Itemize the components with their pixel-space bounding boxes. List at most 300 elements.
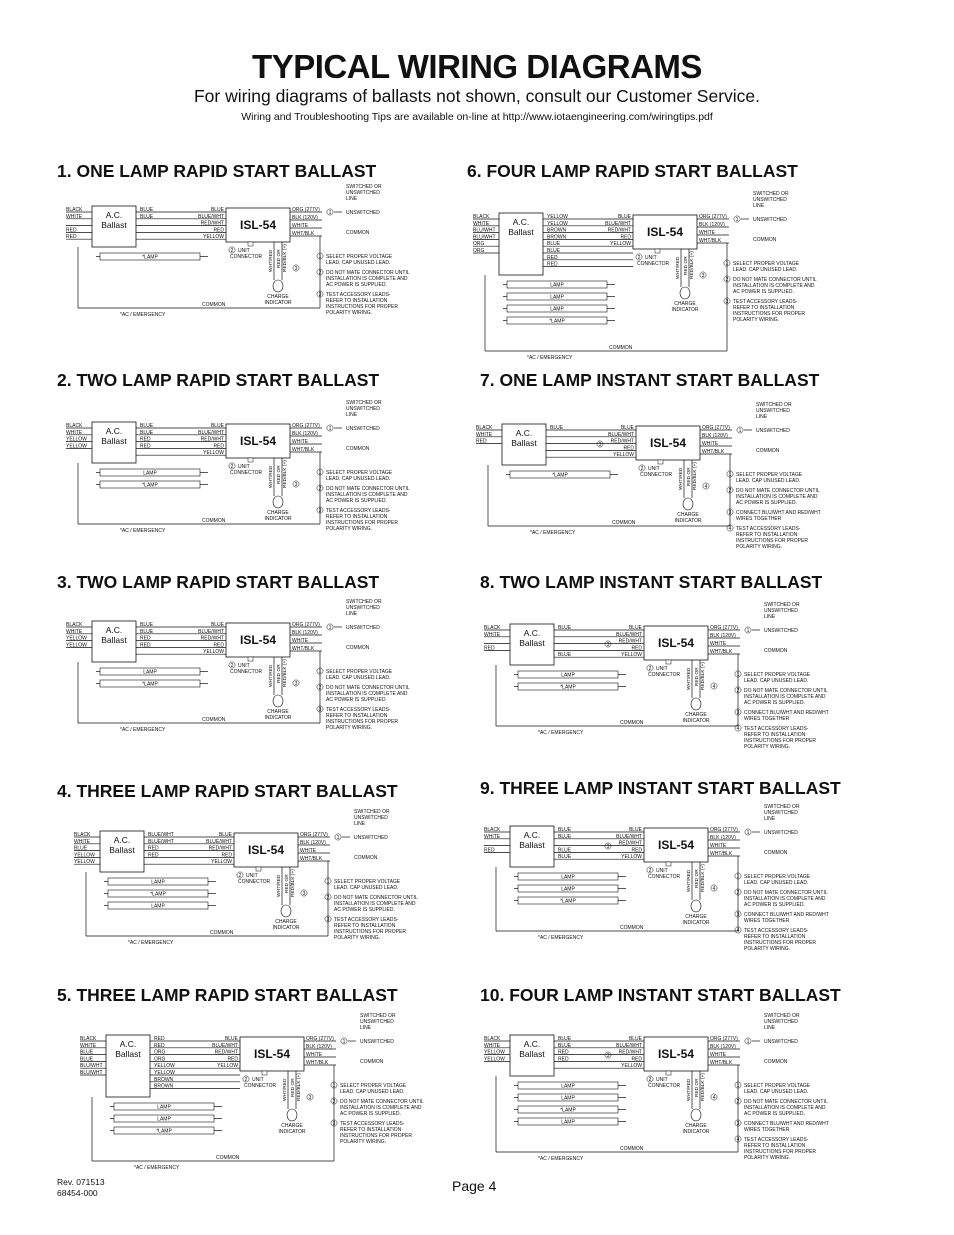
charge-indicator-label: CHARGE xyxy=(677,512,699,518)
ac-ballast-label: A.C. xyxy=(523,830,541,840)
ac-ballast-label: Ballast xyxy=(115,1049,141,1059)
output-wire-label: BLK (120V) xyxy=(710,1044,736,1050)
note-number: 1 xyxy=(736,672,740,678)
note-number: 2 xyxy=(648,1077,652,1083)
unswitched-label: UNSWITCHED xyxy=(346,426,380,432)
output-wire-label: WHITE xyxy=(710,1052,727,1058)
ballast-wire-label: BROWN xyxy=(154,1083,174,1090)
lamp-label: LAMP xyxy=(550,294,564,301)
left-wire-label: WHITE xyxy=(484,631,501,638)
ac-emergency-label: *AC / EMERGENCY xyxy=(538,730,584,736)
common-label: COMMON xyxy=(346,230,370,236)
common-label: COMMON xyxy=(354,855,378,861)
switched-line-label: UNSWITCHED xyxy=(764,1019,798,1025)
output-wire-label: WHT/BLK xyxy=(292,231,315,237)
lamp-label: *LAMP xyxy=(560,898,576,905)
isl-wire-label: RED/WHT xyxy=(610,438,634,445)
diagram-group xyxy=(476,402,821,550)
note-text: DO NOT MATE CONNECTOR UNTIL xyxy=(326,486,410,492)
unit-connector-label: CONNECTOR xyxy=(238,879,271,885)
red-lead-label: RED OR xyxy=(695,869,700,888)
left-wire-label: WHITE xyxy=(476,431,493,438)
wiring-diagram-10 xyxy=(484,1013,894,1167)
red-lead-label: RED OR xyxy=(277,465,282,484)
isl-wire-label: RED xyxy=(227,1056,238,1063)
note-text: SELECT PROPER VOLTAGE xyxy=(733,261,800,267)
unit-connector-plug xyxy=(666,660,671,664)
charge-indicator-lamp xyxy=(691,698,701,710)
wiring-tips-note: Wiring and Troubleshooting Tips are available on-line at http://www.iotaengineering.com/wiringtips.pdf xyxy=(241,111,713,123)
wiring-diagram-svg xyxy=(66,599,476,753)
whtred-lead-label: WHT/RED xyxy=(687,667,692,690)
ballast-wire-label: RED xyxy=(154,1042,165,1049)
switched-line-label: LINE xyxy=(354,821,366,827)
note-text: DO NOT MATE CONNECTOR UNTIL xyxy=(744,890,828,896)
isl54-label: ISL-54 xyxy=(239,218,277,232)
ballast-wire-label: RED xyxy=(154,1036,165,1042)
output-wire-label: WHITE xyxy=(699,230,716,236)
ballast-wire-label: RED xyxy=(140,443,151,450)
redblk-lead-label: RED/BLK (+) xyxy=(297,1073,302,1101)
ballast-wire-label: RED xyxy=(558,1049,569,1056)
left-wire-label: BLACK xyxy=(66,622,83,628)
unit-connector-label: CONNECTOR xyxy=(244,1083,277,1089)
ballast-wire-label: RED xyxy=(558,1056,569,1063)
note-text: INSTRUCTIONS FOR PROPER xyxy=(736,538,808,544)
switched-line-label: SWITCHED OR xyxy=(346,184,382,190)
note-number: 1 xyxy=(735,217,739,223)
note-text: REFER TO INSTALLATION xyxy=(340,1127,402,1133)
unswitched-label: UNSWITCHED xyxy=(346,210,380,216)
note-text: CONNECT BLU/WHT AND RED/WHT xyxy=(744,710,829,716)
left-wire-label: YELLOW xyxy=(66,642,87,649)
output-wire-label: WHITE xyxy=(710,641,727,647)
isl54-label: ISL-54 xyxy=(657,838,695,852)
common-bottom-label: COMMON xyxy=(202,302,226,308)
switched-line-label: LINE xyxy=(756,414,768,420)
lamp-label: LAMP xyxy=(157,1116,171,1123)
isl-wire-label: RED/WHT xyxy=(200,220,224,227)
note-text: POLARITY WIRING. xyxy=(736,544,783,550)
left-wire-label: BLU/WHT xyxy=(473,234,496,241)
note-text: LEAD. CAP UNUSED LEAD. xyxy=(744,1089,809,1095)
switched-line-label: SWITCHED OR xyxy=(764,602,800,608)
ac-ballast-label: A.C. xyxy=(113,835,131,845)
wiring-diagram-5 xyxy=(80,1013,490,1171)
whtred-lead-label: WHT/RED xyxy=(679,467,684,490)
note-number: 1 xyxy=(736,874,740,880)
note-text: LEAD. CAP UNUSED LEAD. xyxy=(326,476,391,482)
switched-line-label: SWITCHED OR xyxy=(360,1013,396,1019)
note-text: SELECT PROPER VOLTAGE xyxy=(326,470,393,476)
ballast-wire-label: YELLOW xyxy=(547,220,568,227)
note-number: 2 xyxy=(637,255,641,261)
ballast-wire-label: BLUE xyxy=(140,213,154,220)
isl54-label: ISL-54 xyxy=(649,436,687,450)
wiring-diagram-svg xyxy=(484,602,894,756)
left-wire-label: BLU/WHT xyxy=(473,227,496,234)
switched-line-label: UNSWITCHED xyxy=(354,815,388,821)
isl-wire-label: BLUE xyxy=(210,207,224,213)
note-number: 2 xyxy=(736,688,740,694)
section-title-3: 3. TWO LAMP RAPID START BALLAST xyxy=(57,572,380,592)
revision-text: Rev. 071513 xyxy=(57,1177,105,1187)
ballast-wire-label: BLUE xyxy=(140,628,154,635)
diagram-group xyxy=(484,602,829,750)
ballast-wire-label: BLUE xyxy=(558,847,572,854)
note-text: TEST ACCESSORY LEADS- xyxy=(736,526,801,532)
switched-line-label: UNSWITCHED xyxy=(764,608,798,614)
note-number: 4 xyxy=(712,886,716,892)
left-wire-label: YELLOW xyxy=(484,1049,505,1056)
note-number: 1 xyxy=(318,254,322,260)
unit-connector-label: CONNECTOR xyxy=(648,874,681,880)
note-number: 2 xyxy=(648,868,652,874)
note-text: REFER TO INSTALLATION xyxy=(744,732,806,738)
wiring-diagram-svg xyxy=(473,191,883,361)
ac-emergency-label: *AC / EMERGENCY xyxy=(527,355,573,361)
left-wire-label: BLACK xyxy=(74,832,91,838)
output-wire-label: ORG (277V) xyxy=(300,832,328,838)
diagram-group xyxy=(66,400,410,534)
left-wire-label: WHITE xyxy=(484,1042,501,1049)
isl54-label: ISL-54 xyxy=(657,1047,695,1061)
note-text: POLARITY WIRING. xyxy=(326,725,373,731)
note-text: SELECT PROPER VOLTAGE xyxy=(744,672,811,678)
note-number: 1 xyxy=(746,1039,750,1045)
output-wire-label: WHITE xyxy=(292,638,309,644)
redblk-lead-label: RED/BLK (+) xyxy=(283,659,288,687)
charge-indicator-lamp xyxy=(691,1109,701,1121)
wiring-diagram-7 xyxy=(476,402,886,556)
redblk-lead-label: RED/BLK (+) xyxy=(693,462,698,490)
lamp-label: LAMP xyxy=(550,282,564,289)
charge-indicator-lamp xyxy=(281,905,291,917)
output-wire-label: WHT/BLK xyxy=(710,649,733,655)
red-lead-label: RED OR xyxy=(684,256,689,275)
redblk-lead-label: RED/BLK (+) xyxy=(283,460,288,488)
common-bottom-label: COMMON xyxy=(612,520,636,526)
left-wire-label: ORG xyxy=(473,241,485,248)
ballast-wire-label: BLUE xyxy=(558,1042,572,1049)
red-lead-label: RED OR xyxy=(695,667,700,686)
diagram-group xyxy=(66,599,410,733)
ballast-wire-label: BLUE xyxy=(558,827,572,833)
note-text: REFER TO INSTALLATION xyxy=(733,305,795,311)
note-number: 1 xyxy=(725,261,729,267)
ballast-wire-label: BROWN xyxy=(547,227,567,234)
ac-ballast-label: Ballast xyxy=(519,638,545,648)
note-number: 3 xyxy=(318,508,322,514)
note-text: INSTALLATION IS COMPLETE AND xyxy=(736,494,818,500)
isl-wire-label: BLUE/WHT xyxy=(616,631,642,638)
switched-line-label: SWITCHED OR xyxy=(764,1013,800,1019)
page-title: TYPICAL WIRING DIAGRAMS xyxy=(252,48,702,85)
lamp-label: LAMP xyxy=(561,1095,575,1102)
note-text: POLARITY WIRING. xyxy=(744,946,791,952)
output-wire-label: BLK (120V) xyxy=(699,222,725,228)
isl-wire-label: BLUE xyxy=(628,827,642,833)
isl54-label: ISL-54 xyxy=(657,636,695,650)
ac-ballast-label: Ballast xyxy=(519,840,545,850)
left-wire-label: YELLOW xyxy=(66,443,87,450)
note-text: INSTRUCTIONS FOR PROPER xyxy=(334,929,406,935)
ballast-wire-label: RED xyxy=(547,254,558,261)
note-text: AC POWER IS SUPPLIED. xyxy=(744,700,805,706)
note-number: 4 xyxy=(704,484,708,490)
unswitched-label: UNSWITCHED xyxy=(756,428,790,434)
note-text: TEST ACCESSORY LEADS- xyxy=(733,299,798,305)
note-text: LEAD. CAP UNUSED LEAD. xyxy=(744,678,809,684)
unswitched-label: UNSWITCHED xyxy=(753,217,787,223)
note-text: INSTRUCTIONS FOR PROPER xyxy=(744,1149,816,1155)
note-number: 1 xyxy=(326,879,330,885)
note-text: LEAD. CAP UNUSED LEAD. xyxy=(326,675,391,681)
section-title-2: 2. TWO LAMP RAPID START BALLAST xyxy=(57,370,380,390)
output-wire-label: BLK (120V) xyxy=(710,633,736,639)
lamp-label: LAMP xyxy=(143,470,157,477)
note-text: SELECT PROPER VOLTAGE xyxy=(326,254,393,260)
note-text: AC POWER IS SUPPLIED. xyxy=(340,1111,401,1117)
charge-indicator-label: CHARGE xyxy=(267,294,289,300)
isl54-label: ISL-54 xyxy=(646,225,684,239)
ac-ballast-label: A.C. xyxy=(105,210,123,220)
lamp-label: LAMP xyxy=(561,886,575,893)
unit-connector-label: UNIT xyxy=(648,466,660,472)
isl-wire-label: RED xyxy=(631,847,642,854)
output-wire-label: WHITE xyxy=(292,439,309,445)
output-wire-label: WHT/BLK xyxy=(710,851,733,857)
output-wire-label: ORG (277V) xyxy=(710,1036,738,1042)
wiring-diagram-svg xyxy=(80,1013,490,1171)
note-number: 3 xyxy=(294,681,298,687)
charge-indicator-label: INDICATOR xyxy=(278,1129,306,1135)
note-text: AC POWER IS SUPPLIED. xyxy=(326,282,387,288)
ballast-wire-label: BLUE xyxy=(140,207,154,213)
note-text: DO NOT MATE CONNECTOR UNTIL xyxy=(736,488,820,494)
ballast-wire-label: BLUE xyxy=(140,622,154,628)
wiring-diagram-1 xyxy=(66,184,476,338)
note-text: INSTALLATION IS COMPLETE AND xyxy=(340,1105,422,1111)
output-wire-label: ORG (277V) xyxy=(702,425,730,431)
note-number: 2 xyxy=(728,488,732,494)
red-lead-label: RED OR xyxy=(277,249,282,268)
switched-line-label: UNSWITCHED xyxy=(764,810,798,816)
section-title-8: 8. TWO LAMP INSTANT START BALLAST xyxy=(480,572,823,592)
isl-wire-label: BLUE/WHT xyxy=(616,1042,642,1049)
charge-indicator-label: INDICATOR xyxy=(264,300,292,306)
switched-line-label: LINE xyxy=(764,614,776,620)
ac-ballast-label: Ballast xyxy=(519,1049,545,1059)
common-bottom-label: COMMON xyxy=(202,717,226,723)
unit-connector-plug xyxy=(655,249,660,253)
isl54-label: ISL-54 xyxy=(247,843,285,857)
whtred-lead-label: WHT/RED xyxy=(283,1078,288,1101)
unit-connector-label: UNIT xyxy=(656,666,668,672)
ac-ballast-label: A.C. xyxy=(512,217,530,227)
isl-wire-label: YELLOW xyxy=(217,1063,238,1070)
unit-connector-plug xyxy=(256,867,261,871)
note-number: 3 xyxy=(332,1121,336,1127)
note-number: 2 xyxy=(318,270,322,276)
section-title-10: 10. FOUR LAMP INSTANT START BALLAST xyxy=(480,985,841,1005)
lamp-label: LAMP xyxy=(561,1083,575,1090)
unit-connector-label: UNIT xyxy=(238,464,250,470)
lamp-label: LAMP xyxy=(561,874,575,881)
note-text: DO NOT MATE CONNECTOR UNTIL xyxy=(733,277,817,283)
isl-wire-label: BLUE xyxy=(210,622,224,628)
note-text: SELECT PROPER VOLTAGE xyxy=(326,669,393,675)
output-wire-label: BLK (120V) xyxy=(710,835,736,841)
ac-ballast-label: Ballast xyxy=(101,635,127,645)
lamp-label: LAMP xyxy=(143,669,157,676)
common-bottom-label: COMMON xyxy=(210,930,234,936)
unit-connector-label: UNIT xyxy=(656,868,668,874)
output-wire-label: ORG (277V) xyxy=(710,827,738,833)
note-text: INSTRUCTIONS FOR PROPER xyxy=(744,940,816,946)
common-bottom-label: COMMON xyxy=(216,1155,240,1161)
note-number: 2 xyxy=(326,895,330,901)
left-wire-label: BLU/WHT xyxy=(80,1063,103,1070)
note-text: AC POWER IS SUPPLIED. xyxy=(744,1111,805,1117)
note-text: POLARITY WIRING. xyxy=(744,1155,791,1161)
diagram-group xyxy=(74,809,418,946)
whtred-lead-label: WHT/RED xyxy=(676,256,681,279)
note-number: 1 xyxy=(746,830,750,836)
isl-wire-label: BLUE/WHT xyxy=(616,833,642,840)
charge-indicator-lamp xyxy=(273,280,283,292)
unit-connector-plug xyxy=(658,460,663,464)
switched-line-label: LINE xyxy=(346,412,358,418)
note-text: INSTALLATION IS COMPLETE AND xyxy=(744,694,826,700)
common-bottom-label: COMMON xyxy=(609,345,633,351)
lamp-label: *LAMP xyxy=(552,472,568,479)
ac-ballast-label: A.C. xyxy=(119,1039,137,1049)
ac-ballast-label: Ballast xyxy=(101,220,127,230)
note-number: 3 xyxy=(606,642,610,648)
unswitched-label: UNSWITCHED xyxy=(764,628,798,634)
output-wire-label: BLK (120V) xyxy=(292,215,318,221)
left-wire-label: BLUE xyxy=(80,1049,94,1056)
note-text: LEAD. CAP UNUSED LEAD. xyxy=(326,260,391,266)
ballast-wire-label: BROWN xyxy=(154,1076,174,1083)
left-wire-label: RED xyxy=(484,645,495,652)
left-wire-label: BLACK xyxy=(484,827,501,833)
ballast-wire-label: BLUE/WHT xyxy=(148,832,174,838)
switched-line-label: SWITCHED OR xyxy=(753,191,789,197)
note-text: DO NOT MATE CONNECTOR UNTIL xyxy=(326,270,410,276)
diagram-group xyxy=(484,804,829,952)
ballast-wire-label: BLUE xyxy=(550,425,564,431)
note-number: 2 xyxy=(244,1077,248,1083)
output-wire-label: ORG (277V) xyxy=(699,214,727,220)
lamp-label: *LAMP xyxy=(150,891,166,898)
note-text: SELECT PROPER VOLTAGE xyxy=(744,874,811,880)
wiring-diagram-9 xyxy=(484,804,894,958)
output-wire-label: WHITE xyxy=(300,848,317,854)
note-text: LEAD. CAP UNUSED LEAD. xyxy=(340,1089,405,1095)
charge-indicator-label: CHARGE xyxy=(267,510,289,516)
left-wire-label: ORG xyxy=(473,248,485,254)
note-number: 3 xyxy=(302,891,306,897)
unswitched-label: UNSWITCHED xyxy=(346,625,380,631)
note-text: SELECT PROPER VOLTAGE xyxy=(736,472,803,478)
left-wire-label: BLU/WHT xyxy=(80,1070,103,1076)
unit-connector-plug xyxy=(248,242,253,246)
ballast-wire-label: ORG xyxy=(154,1056,166,1063)
note-text: WIRES TOGETHER xyxy=(744,1127,790,1133)
wiring-diagram-8 xyxy=(484,602,894,756)
note-text: INSTRUCTIONS FOR PROPER xyxy=(326,719,398,725)
ac-emergency-label: *AC / EMERGENCY xyxy=(120,528,166,534)
unswitched-label: UNSWITCHED xyxy=(764,830,798,836)
whtred-lead-label: WHT/RED xyxy=(687,1078,692,1101)
diagram-group xyxy=(66,184,410,318)
note-number: 3 xyxy=(736,710,740,716)
isl-wire-label: BLUE xyxy=(218,832,232,838)
left-wire-label: YELLOW xyxy=(74,859,95,866)
note-number: 3 xyxy=(318,292,322,298)
left-wire-label: BLACK xyxy=(66,207,83,213)
note-text: INSTALLATION IS COMPLETE AND xyxy=(326,276,408,282)
note-number: 3 xyxy=(294,482,298,488)
note-text: WIRES TOGETHER xyxy=(736,516,782,522)
red-lead-label: RED OR xyxy=(687,467,692,486)
redblk-lead-label: RED/BLK (+) xyxy=(701,662,706,690)
ac-ballast-label: A.C. xyxy=(105,426,123,436)
left-wire-label: WHITE xyxy=(74,838,91,845)
lamp-label: *LAMP xyxy=(142,681,158,688)
note-text: CONNECT BLU/WHT AND RED/WHT xyxy=(744,1121,829,1127)
wiring-diagram-6 xyxy=(473,191,883,361)
ac-emergency-label: *AC / EMERGENCY xyxy=(538,935,584,941)
ballast-wire-label: BLUE xyxy=(558,854,572,861)
note-number: 4 xyxy=(712,1095,716,1101)
note-text: REFER TO INSTALLATION xyxy=(326,298,388,304)
redblk-lead-label: RED/BLK (+) xyxy=(701,864,706,892)
output-wire-label: WHITE xyxy=(702,441,719,447)
switched-line-label: UNSWITCHED xyxy=(756,408,790,414)
red-lead-label: RED OR xyxy=(695,1078,700,1097)
isl54-label: ISL-54 xyxy=(239,434,277,448)
whtred-lead-label: WHT/RED xyxy=(277,874,282,897)
isl-wire-label: RED/WHT xyxy=(214,1049,238,1056)
left-wire-label: WHITE xyxy=(484,833,501,840)
note-number: 2 xyxy=(230,248,234,254)
output-wire-label: BLK (120V) xyxy=(300,840,326,846)
isl-wire-label: RED/WHT xyxy=(208,845,232,852)
isl-wire-label: YELLOW xyxy=(621,1063,642,1070)
redblk-lead-label: RED/BLK (+) xyxy=(690,251,695,279)
common-bottom-label: COMMON xyxy=(620,720,644,726)
note-text: AC POWER IS SUPPLIED. xyxy=(733,289,794,295)
output-wire-label: WHITE xyxy=(710,843,727,849)
note-text: LEAD. CAP UNUSED LEAD. xyxy=(736,478,801,484)
ballast-wire-label: BLUE xyxy=(140,423,154,429)
unswitched-label: UNSWITCHED xyxy=(764,1039,798,1045)
switched-line-label: LINE xyxy=(764,1025,776,1031)
section-title-5: 5. THREE LAMP RAPID START BALLAST xyxy=(57,985,398,1005)
section-title-4: 4. THREE LAMP RAPID START BALLAST xyxy=(57,781,398,801)
lamp-label: LAMP xyxy=(151,903,165,910)
section-title-9: 9. THREE LAMP INSTANT START BALLAST xyxy=(480,778,841,798)
output-wire-label: WHT/BLK xyxy=(702,449,725,455)
ac-ballast-label: A.C. xyxy=(523,628,541,638)
wiring-diagram-4 xyxy=(74,809,484,963)
whtred-lead-label: WHT/RED xyxy=(687,869,692,892)
isl54-label: ISL-54 xyxy=(239,633,277,647)
diagram-group xyxy=(473,191,817,361)
